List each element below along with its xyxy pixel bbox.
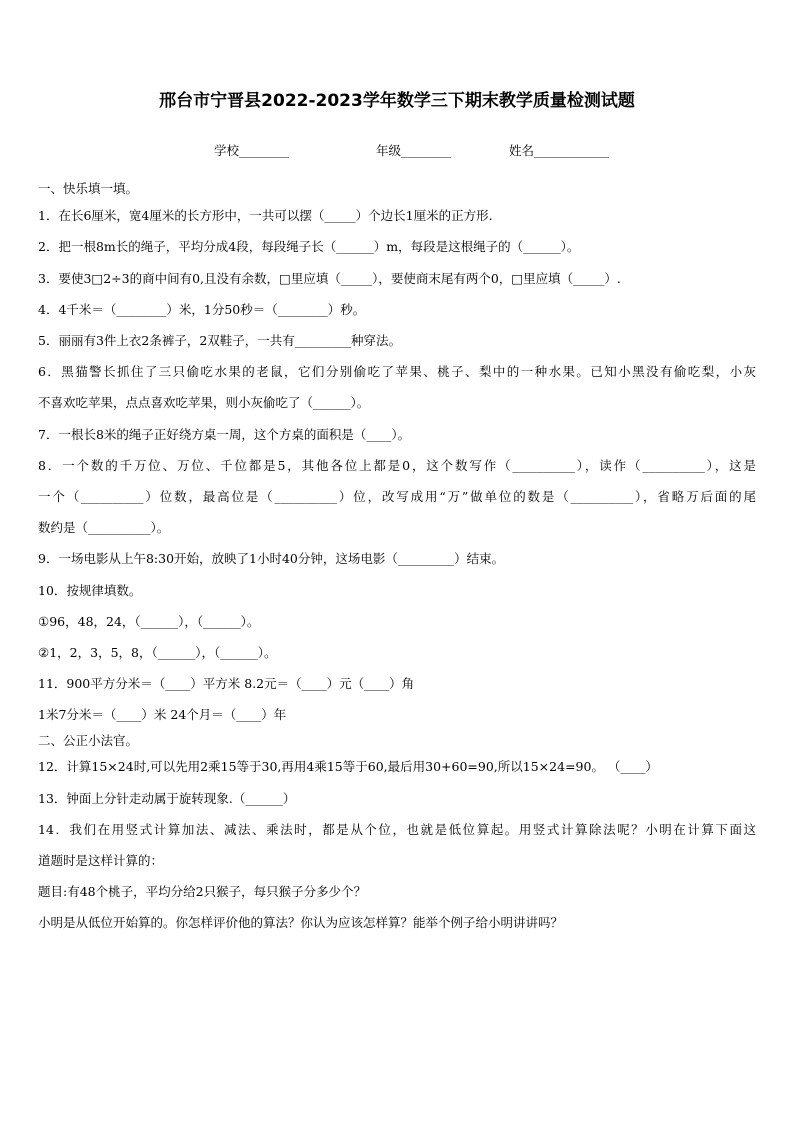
question-14-line-2: 道题时是这样计算的： [38,853,164,868]
question-4: 4．4千米＝（________）米，1分50秒＝（________）秒。 [38,302,366,317]
name-field [509,141,609,159]
question-5: 5．丽丽有3件上衣2条裤子，2双鞋子，一共有_________种穿法。 [38,333,402,348]
question-10: 10．按规律填数。 [38,583,142,598]
school-field [214,141,289,159]
question-7: 7．一根长8米的绳子正好绕方桌一周，这个方桌的面积是（____）。 [38,427,411,442]
question-12: 12．计算15×24时,可以先用2乘15等于30,再用4乘15等于60,最后用30+60=90,所以15×24=90。 （____） [38,759,658,774]
name-label: 姓名 [509,143,535,158]
question-2: 2．把一根8m长的绳子，平均分成4段，每段绳子长（______）m，每段是这根绳子的（______）。 [38,239,580,254]
question-8-line-3: 数约是（__________）。 [38,520,170,535]
grade-label: 年级 [376,143,402,158]
section-heading-2: 二、公正小法官。 [38,733,139,748]
question-14-line-1: 14．我们在用竖式计算加法、减法、乘法时，都是从个位，也就是低位算起。用竖式计算除法呢？小明在计算下面这 [38,822,756,837]
question-6-line-1: 6．黑猫警长抓住了三只偷吃水果的老鼠，它们分别偷吃了苹果、桃子、梨中的一种水果。已知小黑没有偷吃梨，小灰 [38,364,756,379]
question-9: 9．一场电影从上午8:30开始，放映了1小时40分钟，这场电影（_________）结束。 [38,551,505,566]
school-label: 学校 [214,143,240,158]
question-14-prompt: 小明是从低位开始算的。你怎样评价他的算法？你认为应该怎样算？能举个例子给小明讲讲吗？ [38,915,564,930]
question-13: 13．钟面上分针走动属于旋转现象.（______） [38,791,296,806]
question-1: 1．在长6厘米，宽4厘米的长方形中，一共可以摆（_____）个边长1厘米的正方形. [38,208,493,223]
question-8-line-1: 8．一个数的千万位、万位、千位都是5，其他各位上都是0，这个数写作（__________），读作（__________），这是 [38,458,756,473]
section-heading-1: 一、快乐填一填。 [38,181,139,196]
question-11-line-2: 1米7分米＝（____）米 24个月＝（____）年 [38,707,287,722]
question-6-line-2: 不喜欢吃苹果，点点喜欢吃苹果，则小灰偷吃了（______）。 [38,395,370,410]
question-11-line-1: 11．900平方分米＝（____）平方米 8.2元＝（____）元（____）角 [38,676,415,691]
school-blank: ________ [239,143,290,158]
question-14-problem: 题目:有48个桃子，平均分给2只猴子，每只猴子分多少个？ [38,884,367,899]
grade-blank: ________ [401,143,452,158]
question-3: 3．要使3□2÷3的商中间有0,且没有余数，□里应填（_____），要使商末尾有两个0，□里应填（_____）. [38,271,621,286]
grade-field [376,141,451,159]
question-10-part-1: ①96，48，24，（______），（______）。 [38,614,260,629]
name-blank: ____________ [534,143,610,158]
question-10-part-2: ②1，2，3，5，8，（______），（______）。 [38,645,277,660]
question-8-line-2: 一个（__________）位数，最高位是（__________）位，改写成用“万”做单位的数是（__________），省略万后面的尾 [38,489,756,504]
page-title: 邢台市宁晋县2022-2023学年数学三下期末教学质量检测试题 [159,91,635,111]
